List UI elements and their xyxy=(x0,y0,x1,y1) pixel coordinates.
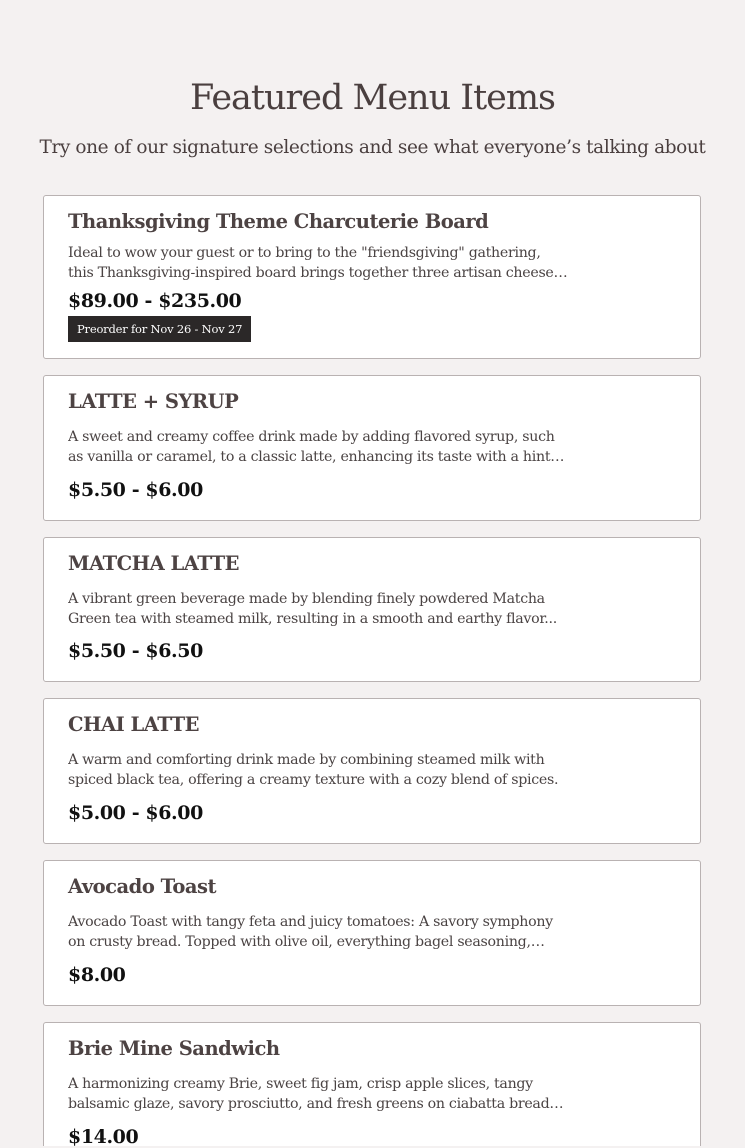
menu-item-price: $14.00 xyxy=(68,1126,139,1148)
menu-item-name[interactable]: Thanksgiving Theme Charcuterie Board xyxy=(68,210,489,233)
menu-item-name[interactable]: MATCHA LATTE xyxy=(68,552,239,575)
section-title: Featured Menu Items xyxy=(189,78,556,118)
menu-item-price: $89.00 - $235.00 xyxy=(68,290,242,312)
menu-item-price: $5.50 - $6.50 xyxy=(68,640,203,662)
menu-item-description: Avocado Toast with tangy feta and juicy tomatoes: A savory symphony on crusty bread. Topped with olive oil, everything bagel seasoning, xyxy=(68,914,553,950)
menu-item-card[interactable] xyxy=(43,1022,701,1146)
menu-item-name[interactable]: Avocado Toast xyxy=(68,875,217,898)
menu-item-price: $8.00 xyxy=(68,964,126,986)
menu-item-name[interactable]: CHAI LATTE xyxy=(68,713,199,736)
menu-item-card[interactable] xyxy=(43,537,701,682)
menu-item-description: A vibrant green beverage made by blending finely powdered Matcha Green tea with steamed milk, resulting in a smooth and earthy flavor... xyxy=(68,591,557,627)
menu-item-card[interactable] xyxy=(43,860,701,1006)
menu-item-price: $5.50 - $6.00 xyxy=(68,479,203,501)
section-subtitle: Try one of our signature selections and see what everyone’s talking about xyxy=(39,137,706,158)
menu-item-description: A warm and comforting drink made by combining steamed milk with spiced black tea, offering a creamy texture with a cozy blend of spices. xyxy=(68,752,559,788)
menu-item-card[interactable] xyxy=(43,698,701,844)
menu-item-card[interactable] xyxy=(43,195,701,359)
menu-item-name[interactable]: LATTE + SYRUP xyxy=(68,390,239,413)
menu-item-name[interactable]: Brie Mine Sandwich xyxy=(68,1037,280,1060)
preorder-badge: Preorder for Nov 26 - Nov 27 xyxy=(68,316,251,342)
menu-item-description: A sweet and creamy coffee drink made by adding flavored syrup, such as vanilla or caramel, to a classic latte, enhancing its taste with a hint xyxy=(68,429,555,465)
menu-item-description: Ideal to wow your guest or to bring to the "friendsgiving" gathering, this Thanksgiving-inspired board brings together three artisan cheeses, xyxy=(68,245,565,281)
menu-item-description: A harmonizing creamy Brie, sweet fig jam, crisp apple slices, tangy balsamic glaze, savory prosciutto, and fresh greens on ciabatta bread xyxy=(68,1076,550,1112)
menu-item-price: $5.00 - $6.00 xyxy=(68,802,203,824)
menu-item-card[interactable] xyxy=(43,375,701,521)
